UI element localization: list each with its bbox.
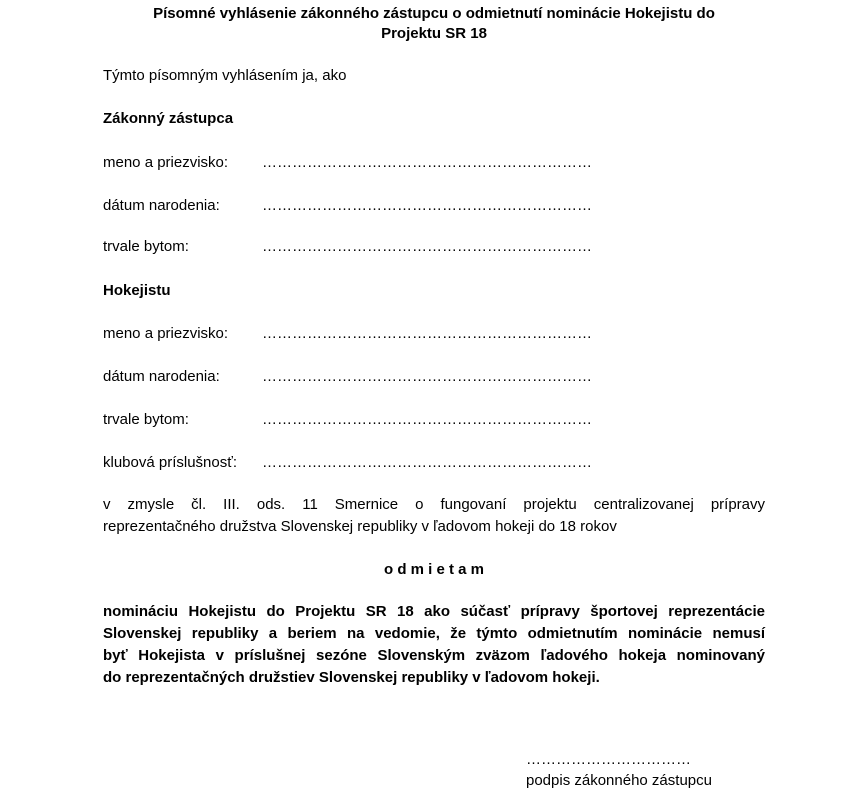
guardian-address-dots: ………………………………………………………… — [262, 238, 592, 255]
basis-line-2: reprezentačného družstva Slovenskej republiky v ľadovom hokeji do 18 rokov — [103, 518, 617, 535]
guardian-address-label: trvale bytom: — [103, 238, 189, 255]
player-club-dots: ………………………………………………………… — [262, 454, 592, 471]
document-title-line-1: Písomné vyhlásenie zákonného zástupcu o odmietnutí nominácie Hokejistu do — [153, 5, 715, 22]
player-address-dots: ………………………………………………………… — [262, 411, 592, 428]
player-birthdate-dots: ………………………………………………………… — [262, 368, 592, 385]
player-heading: Hokejistu — [103, 282, 171, 299]
player-name-label: meno a priezvisko: — [103, 325, 229, 342]
signature-dots: …………………………… — [526, 751, 691, 768]
player-birthdate-label: dátum narodenia: — [103, 368, 220, 385]
player-name-dots: ………………………………………………………… — [262, 325, 592, 342]
signature-label: podpis zákonného zástupcu — [526, 772, 712, 789]
statement-line-3: byť Hokejista v príslušnej sezóne Slovenským zväzom ľadového hokeja nominovaný — [103, 647, 765, 664]
document-title-line-2: Projektu SR 18 — [381, 25, 487, 42]
statement-line-2: Slovenskej republiky a beriem na vedomie, že týmto odmietnutím nominácie nemusí — [103, 625, 765, 642]
guardian-birthdate-label: dátum narodenia: — [103, 197, 220, 214]
guardian-heading: Zákonný zástupca — [103, 110, 234, 127]
refuse-heading: o d m i e t a m — [383, 561, 485, 578]
statement-line-4: do reprezentačných družstiev Slovenskej republiky v ľadovom hokeji. — [103, 669, 600, 686]
statement-line-1: nomináciu Hokejistu do Projektu SR 18 ako súčasť prípravy športovej reprezentácie — [103, 603, 765, 620]
guardian-name-dots: ………………………………………………………… — [262, 154, 592, 171]
player-address-label: trvale bytom: — [103, 411, 189, 428]
basis-line-1: v zmysle čl. III. ods. 11 Smernice o fungovaní projektu centralizovanej prípravy — [103, 496, 765, 513]
intro-text: Týmto písomným vyhlásením ja, ako — [103, 67, 347, 84]
guardian-name-label: meno a priezvisko: — [103, 154, 229, 171]
guardian-birthdate-dots: ………………………………………………………… — [262, 197, 592, 214]
player-club-label: klubová príslušnosť: — [103, 454, 238, 471]
